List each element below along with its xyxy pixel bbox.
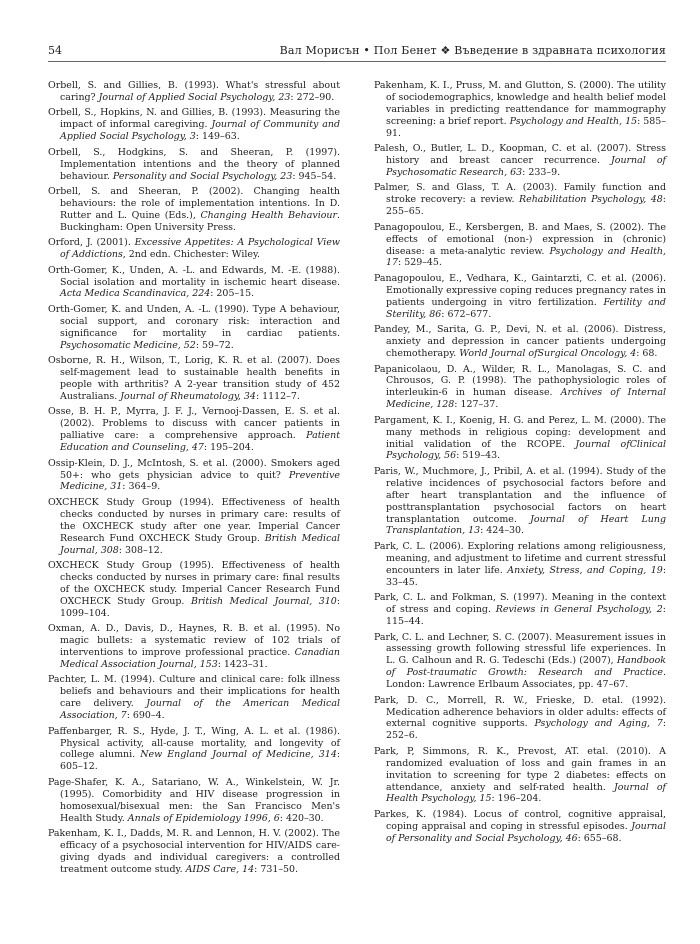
reference-source: World Journal ofSurgical Oncology, 4 [459,348,637,359]
reference-text: Park, C. L. (2006). Exploring relations among religiousness, meaning, and adjustment to lifetime and current stressful encounters in later life. [374,540,666,576]
reference-entry [48,147,340,183]
reference-source: Psychology and Health, 15 [509,115,638,127]
reference-source: Journal of Community and Applied Social Psychology, 3 [60,119,340,143]
reference-entry [374,324,666,360]
references-left-column [48,80,340,879]
reference-entry [374,273,666,321]
reference-source: British Medical Journal, 310 [190,595,337,607]
reference-entry [48,406,340,454]
reference-source: Excessive Appetites: A Psychological View of Addictions [60,237,340,261]
reference-details: : 149–63. [195,131,240,143]
reference-text: Orth-Gomer, K. and Unden, A. -L. (1990). Type A behaviour, social support, and coronary risk: interaction and significance for mortality in cardiac patients. [48,303,340,339]
reference-entry [48,828,340,876]
reference-text: Orth-Gomer, K., Unden, A. -L. and Edwards, M. -E. (1988). Social isolation and mortality in ischemic heart disease. [48,264,340,288]
reference-source: Psychology and Aging, 7 [534,718,663,730]
reference-details: : 672–677. [441,308,492,320]
reference-text: Pandey, M., Sarita, G. P., Devi, N. et al. (2006). Distress, anxiety and depression in cancer patients undergoing chemotherapy. [374,324,666,359]
reference-source: Annals of Epidemiology 1996, 6 [127,812,280,824]
reference-details: : 1112–7. [255,390,300,402]
reference-details: : 731–50. [254,863,299,875]
reference-entry [374,695,666,743]
reference-source: Journal of the American Medical Association, 7 [60,698,340,722]
reference-details: : 233–9. [522,166,561,178]
reference-details: : 364–9. [122,481,161,493]
reference-text: OXCHECK Study Group (1995). Effectiveness of health checks conducted by nurses in primary care: final results of the OXCHECK study. Imperial Cancer Research Fund OXCHECK Study Group. [48,560,340,607]
references-right-column [374,80,666,848]
reference-source: Anxiety, Stress, and Coping, 19 [507,564,663,576]
reference-text: Page-Shafer, K. A., Satariano, W. A., Winkelstein, W. Jr. (1995). Comorbidity and HIV disease progression in homosexual/bisexual men: the San Francisco Men's Health Study. [48,776,340,824]
reference-details: : 252–6. [386,718,667,742]
reference-text: Pakenham, K. I., Dadds, M. R. and Lennon, H. V. (2002). The efficacy of a psychosocial intervention for HIV/AIDS care- giving dyads and individual caregivers: a controlled treatment outcome study. [48,828,340,875]
reference-details: : 255–65. [386,194,666,218]
reference-entry [374,415,666,463]
reference-details: : 196–204. [491,793,542,805]
reference-entry [374,592,666,628]
page-header [48,40,666,60]
reference-entry [48,623,340,671]
reference-source: Journal of Applied Social Psychology, 23 [98,91,291,103]
reference-entry [374,466,666,537]
reference-text: Orbell, S. and Gillies, B. (1993). What's stressful about caring? [48,80,340,103]
reference-entry [48,560,340,620]
reference-details: . Buckingham: Open University Press. [60,209,340,233]
running-head: Вал Морисън • Пол Бенет ❖ Въведение в здравната психология [279,44,666,57]
reference-details: : 1423–31. [217,658,268,670]
reference-text: Osse, B. H. P., Myrra, J. F. J., Vernooj-Dassen, E. S. et al. (2002). Problems to discuss with cancer patients in palliative care: a comprehensive approach. [48,406,340,442]
reference-entry [374,541,666,589]
reference-source: Patient Education and Counseling, 47 [60,430,340,454]
reference-details: : 33–45. [386,564,666,588]
reference-entry [374,809,666,845]
reference-entry [374,143,666,179]
reference-source: Journal of Psychosomatic Research, 63 [386,155,666,178]
reference-source: Journal of Personality and Social Psychology, 46 [386,820,666,844]
reference-entry [48,497,340,557]
reference-text: Park, C. L. and Folkman, S. (1997). Meaning in the context of stress and coping. [374,592,666,616]
reference-text: Orbell, S., Hopkins, N. and Gillies, B. (1993). Measuring the impact of informal caregiving. [48,107,340,131]
reference-details: : 272–90. [290,91,335,103]
reference-text: Pargament, K. I., Koenig, H. G. and Perez, L. M. (2000). The many methods in religious coping: development and initial validation of the RCOPE. [374,414,666,450]
reference-details: , 2nd edn. Chichester: Wiley. [122,249,261,261]
reference-source: Archives of Internal Medicine, 128 [386,387,667,411]
reference-source: Journal of Heart Lung Transplantation, 13 [386,513,666,537]
reference-entry [374,182,666,218]
reference-entry [374,632,666,692]
reference-text: OXCHECK Study Group (1994). Effectiveness of health checks conducted by nurses in primary care: results of the OXCHECK study after one year. Imperial Cancer Research Fund OXCHECK Study Group. [48,496,340,544]
reference-details: : 195–204. [203,442,254,454]
reference-details: : 605–12. [60,749,341,773]
reference-source: Psychosomatic Medicine, 52 [60,339,196,351]
reference-details: : 519–43. [456,450,501,462]
reference-source: Handbook of Post-traumatic Growth: Research and Practice [386,655,666,679]
reference-entry [374,80,666,140]
reference-source: British Medical Journal, 308 [60,532,341,556]
reference-entry [48,726,340,774]
reference-entry [48,458,340,494]
reference-entry [374,746,666,806]
reference-text: Papanicolaou, D. A., Wilder, R. L., Manolagas, S. C. and Chrousos, G. P. (1998). The pathophysiologic roles of interleukin-6 in human disease. [374,363,666,399]
reference-source: Reviews in General Psychology, 2 [495,604,663,616]
reference-source: Rehabilitation Psychology, 48 [519,194,663,206]
reference-source: Fertility and Sterility, 86 [386,296,666,320]
reference-text: Oxman, A. D., Davis, D., Haynes, R. B. et al. (1995). No magic bullets: a systematic review of 102 trials of interventions to improve professional practice. [48,623,340,658]
reference-source: Personality and Social Psychology, 23 [112,170,293,182]
reference-source: AIDS Care, 14 [185,863,255,875]
reference-entry [48,265,340,301]
reference-text: Pakenham, K. I., Pruss, M. and Glutton, S. (2000). The utility of sociodemographics, knowledge and health belief model variables in predicting reattendance for mammography screening: a brief report. [374,80,666,127]
reference-entry [374,364,666,412]
reference-source: Preventive Medicine, 31 [60,469,340,493]
reference-details: : 424–30. [480,525,525,537]
reference-details: : 655–68. [577,832,622,844]
reference-text: Orbell, S., Hodgkins, S. and Sheeran, P. (1997). Implementation intentions and the theory of planned behaviour. [48,146,340,182]
reference-text: Pachter, L. M. (1994). Culture and clinical care: folk illness beliefs and behaviours and their implications for health care delivery. [48,674,340,710]
reference-source: Journal of Rheumatology, 34 [120,390,256,402]
reference-text: Park, P, Simmons, R. K., Prevost, AT. etal. (2010). A randomized evaluation of loss and gain frames in an invitation to screening for type 2 diabetes: effects on attendance, anxiety and self-rated health. [374,745,666,793]
reference-details: : 690–4. [126,710,165,722]
reference-entry [48,777,340,825]
reference-entry [48,107,340,143]
reference-details: : 945–54. [292,170,337,182]
reference-text: Paris, W., Muchmore, J., Pribil, A. et al. (1994). Study of the relative incidences of psychosocial factors before and after heart transplantation and the influence of posttransplantation psychosocial factors on heart transplantation outcome. [374,465,666,525]
reference-details: : 205–15. [210,288,255,300]
reference-source: Journal of Health Psychology, 15 [386,781,666,805]
reference-details: : 585–91. [386,115,667,139]
reference-entry [48,237,340,261]
reference-text: Park, D. C., Morrell, R. W., Frieske, D. etal. (1992). Medication adherence behaviors in older adults: effects of external cognitive supports. [374,694,666,730]
reference-text: Park, C. L. and Lechner, S. C. (2007). Measurement issues in assessing growth following stressful life experiences. In L. G. Calhoun and R. G. Tedeschi (Eds.) (2007), [374,631,666,667]
reference-details: : 308–12. [118,544,163,556]
reference-entry [48,186,340,234]
reference-details: : 420–30. [279,812,324,824]
reference-text: Paffenbarger, R. S., Hyde, J. T., Wing, A. L. et al. (1986). Physical activity, all-cause mortality, and longevity of college alumni. [48,725,340,761]
reference-source: Acta Medica Scandinavica, 224 [60,288,211,300]
reference-text: Orbell, S. and Sheeran, P. (2002). Changing health behaviours: the role of implementation intentions. In D. Rutter and L. Quine (Eds.), [48,186,340,221]
reference-text: Ossip-Klein, D. J., McIntosh, S. et al. (2000). Smokers aged 50+: who gets physician advice to quit? [48,457,340,481]
reference-text: Osborne, R. H., Wilson, T., Lorig, K. R. et al. (2007). Does self-magement lead to sustainable health benefits in people with arthritis? A 2-year transition study of 452 Australians. [48,355,340,402]
reference-text: Palmer, S. and Glass, T. A. (2003). Family function and stroke recovery: a review. [374,182,666,206]
reference-source: New England Journal of Medicine, 314 [140,749,337,761]
reference-text: Parkes, K. (1984). Locus of control, cognitive appraisal, coping appraisal and coping in stressful episodes. [374,808,666,832]
reference-entry [48,304,340,352]
reference-details: : 68. [636,348,658,359]
reference-source: Canadian Medical Association Journal, 153 [60,647,340,670]
reference-details: . London: Lawrence Erlbaum Associates, pp. 47–67. [386,667,666,691]
reference-text: Panagopoulou, E., Kersbergen, B. and Maes, S. (2002). The effects of emotional (non-) expression in (chronic) disease: a meta-analytic review. [374,221,666,257]
page-number: 54 [48,44,62,57]
reference-entry [48,80,340,104]
reference-entry [48,674,340,722]
reference-entry [48,355,340,403]
reference-source: Journal ofClinical Psychology, 56 [386,438,666,462]
reference-source: Psychology and Health, 17 [386,245,666,269]
reference-details: : 127–37. [454,399,499,411]
reference-entry [374,222,666,270]
reference-details: : 115–44. [386,604,666,627]
reference-text: Panagopoulou, E., Vedhara, K., Gaintarzti, C. et al. (2006). Emotionally expressive coping reduces pregnancy rates in patients undergoing in vitro fertilization. [374,272,666,308]
header-rule [48,61,666,62]
reference-details: : 59–72. [195,339,234,351]
reference-details: : 1099–104. [60,595,340,619]
reference-details: : 529–45. [398,257,442,269]
reference-text: Orford, J. (2001). [48,237,135,249]
reference-text: Palesh, O., Butler, L. D., Koopman, C. et al. (2007). Stress history and breast cancer recurrence. [374,143,666,167]
reference-source: Changing Health Behaviour [200,209,337,221]
